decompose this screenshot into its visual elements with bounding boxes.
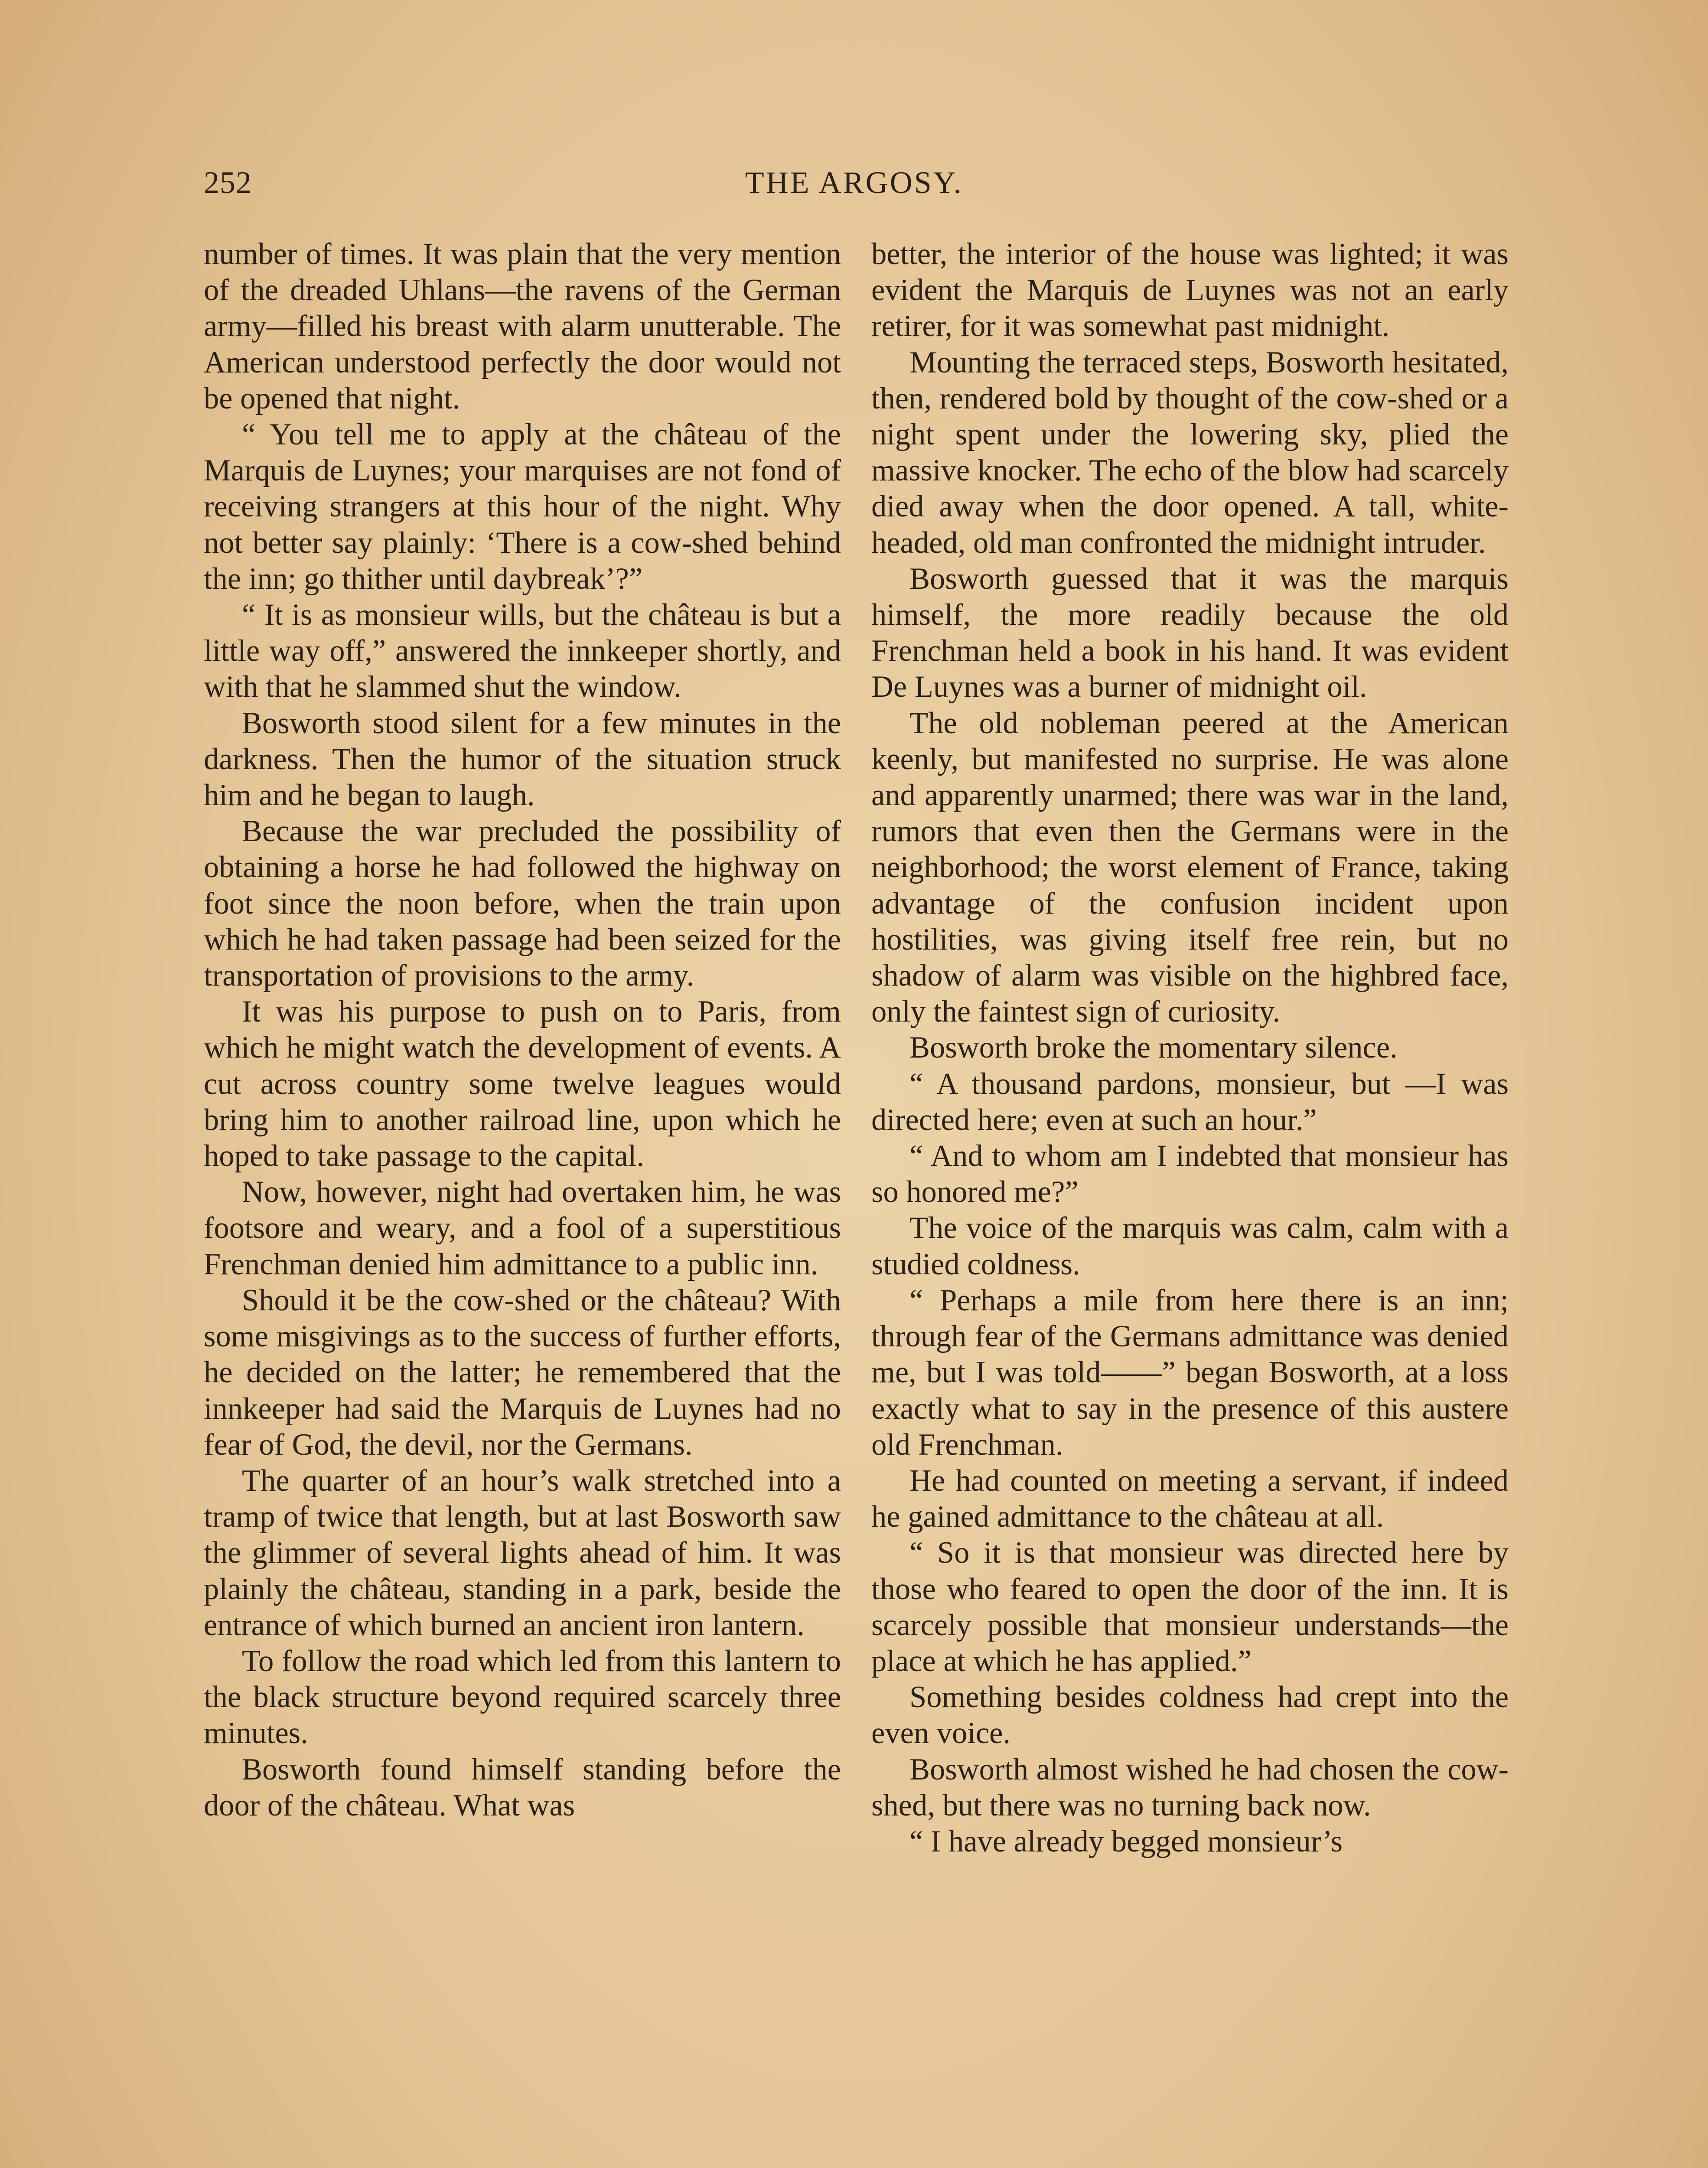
paragraph: He had counted on meeting a servant, if indeed he gained admittance to the château at all. <box>871 1463 1509 1534</box>
left-column <box>204 236 841 2168</box>
paragraph: The old nobleman peered at the American keenly, but manifested no surprise. He was alone and apparently unarmed; there was war in the land, rumors that even then the Germans were in the neighborhood; the worst element of France, taking advantage of the confusion incident upon hostilities, was giving itself free rein, but no shadow of alarm was visible on the highbred face, only the faintest sign of curiosity. <box>871 706 1509 1029</box>
page-number: 252 <box>204 165 252 200</box>
page-header <box>204 165 1504 212</box>
paragraph: better, the interior of the house was lighted; it was evident the Marquis de Luynes was not an early retirer, for it was somewhat past midnight. <box>871 237 1509 343</box>
paragraph: Bosworth almost wished he had chosen the cow-shed, but there was no turning back now. <box>871 1752 1509 1822</box>
paragraph: “ It is as monsieur wills, but the château is but a little way off,” answered the innkeeper shortly, and with that he slammed shut the window. <box>204 598 841 704</box>
paragraph: “ A thousand pardons, monsieur, but —I was directed here; even at such an hour.” <box>871 1067 1509 1137</box>
paragraph: Should it be the cow-shed or the château? With some misgivings as to the success of further efforts, he decided on the latter; he remembered that the innkeeper had said the Marquis de Luynes had no fear of God, the devil, nor the Germans. <box>204 1283 841 1462</box>
paragraph: Something besides coldness had crept into the even voice. <box>871 1680 1509 1750</box>
paragraph: To follow the road which led from this lantern to the black structure beyond required scarcely three minutes. <box>204 1644 841 1750</box>
running-title: THE ARGOSY. <box>745 165 963 200</box>
paragraph: The voice of the marquis was calm, calm with a studied coldness. <box>871 1211 1509 1281</box>
paragraph: Mounting the terraced steps, Bosworth hesitated, then, rendered bold by thought of the cow-shed or a night spent under the lowering sky, plied the massive knocker. The echo of the blow had scarcely died away when the door opened. A tall, white-headed, old man confronted the midnight intruder. <box>871 345 1509 560</box>
paragraph: Because the war precluded the possibility of obtaining a horse he had followed the highway on foot since the noon before, when the train upon which he had taken passage had been seized for the transportation of provisions to the army. <box>204 814 841 993</box>
paragraph: It was his purpose to push on to Paris, from which he might watch the development of events. A cut across country some twelve leagues would bring him to another railroad line, upon which he hoped to take passage to the capital. <box>204 995 841 1173</box>
paragraph: The quarter of an hour’s walk stretched into a tramp of twice that length, but at last Bosworth saw the glimmer of several lights ahead of him. It was plainly the château, standing in a park, beside the entrance of which burned an ancient iron lantern. <box>204 1463 841 1642</box>
paragraph: Bosworth guessed that it was the marquis himself, the more readily because the old Frenchman held a book in his hand. It was evident De Luynes was a burner of midnight oil. <box>871 562 1509 704</box>
paragraph: “ Perhaps a mile from here there is an inn; through fear of the Germans admittance was denied me, but I was told——” began Bosworth, at a loss exactly what to say in the presence of this austere old Frenchman. <box>871 1283 1509 1462</box>
right-column <box>871 236 1509 2168</box>
paragraph: number of times. It was plain that the very mention of the dreaded Uhlans—the ravens of the German army—filled his breast with alarm unutterable. The American understood perfectly the door would not be opened that night. <box>204 237 841 415</box>
paragraph: Bosworth found himself standing before the door of the château. What was <box>204 1752 841 1822</box>
paragraph: Now, however, night had overtaken him, he was footsore and weary, and a fool of a superstitious Frenchman denied him admittance to a public inn. <box>204 1175 841 1281</box>
paragraph: Bosworth stood silent for a few minutes in the darkness. Then the humor of the situation struck him and he began to laugh. <box>204 706 841 813</box>
paragraph: “ So it is that monsieur was directed here by those who feared to open the door of the inn. It is scarcely possible that monsieur understands—the place at which he has applied.” <box>871 1536 1509 1678</box>
paragraph: “ You tell me to apply at the château of the Marquis de Luynes; your marquises are not fond of receiving strangers at this hour of the night. Why not better say plainly: ‘There is a cow-shed behind the inn; go thither until daybreak’?” <box>204 418 841 596</box>
paragraph: “ And to whom am I indebted that monsieur has so honored me?” <box>871 1139 1509 1209</box>
paragraph: “ I have already begged monsieur’s <box>909 1824 1343 1858</box>
paragraph: Bosworth broke the momentary silence. <box>909 1031 1398 1065</box>
